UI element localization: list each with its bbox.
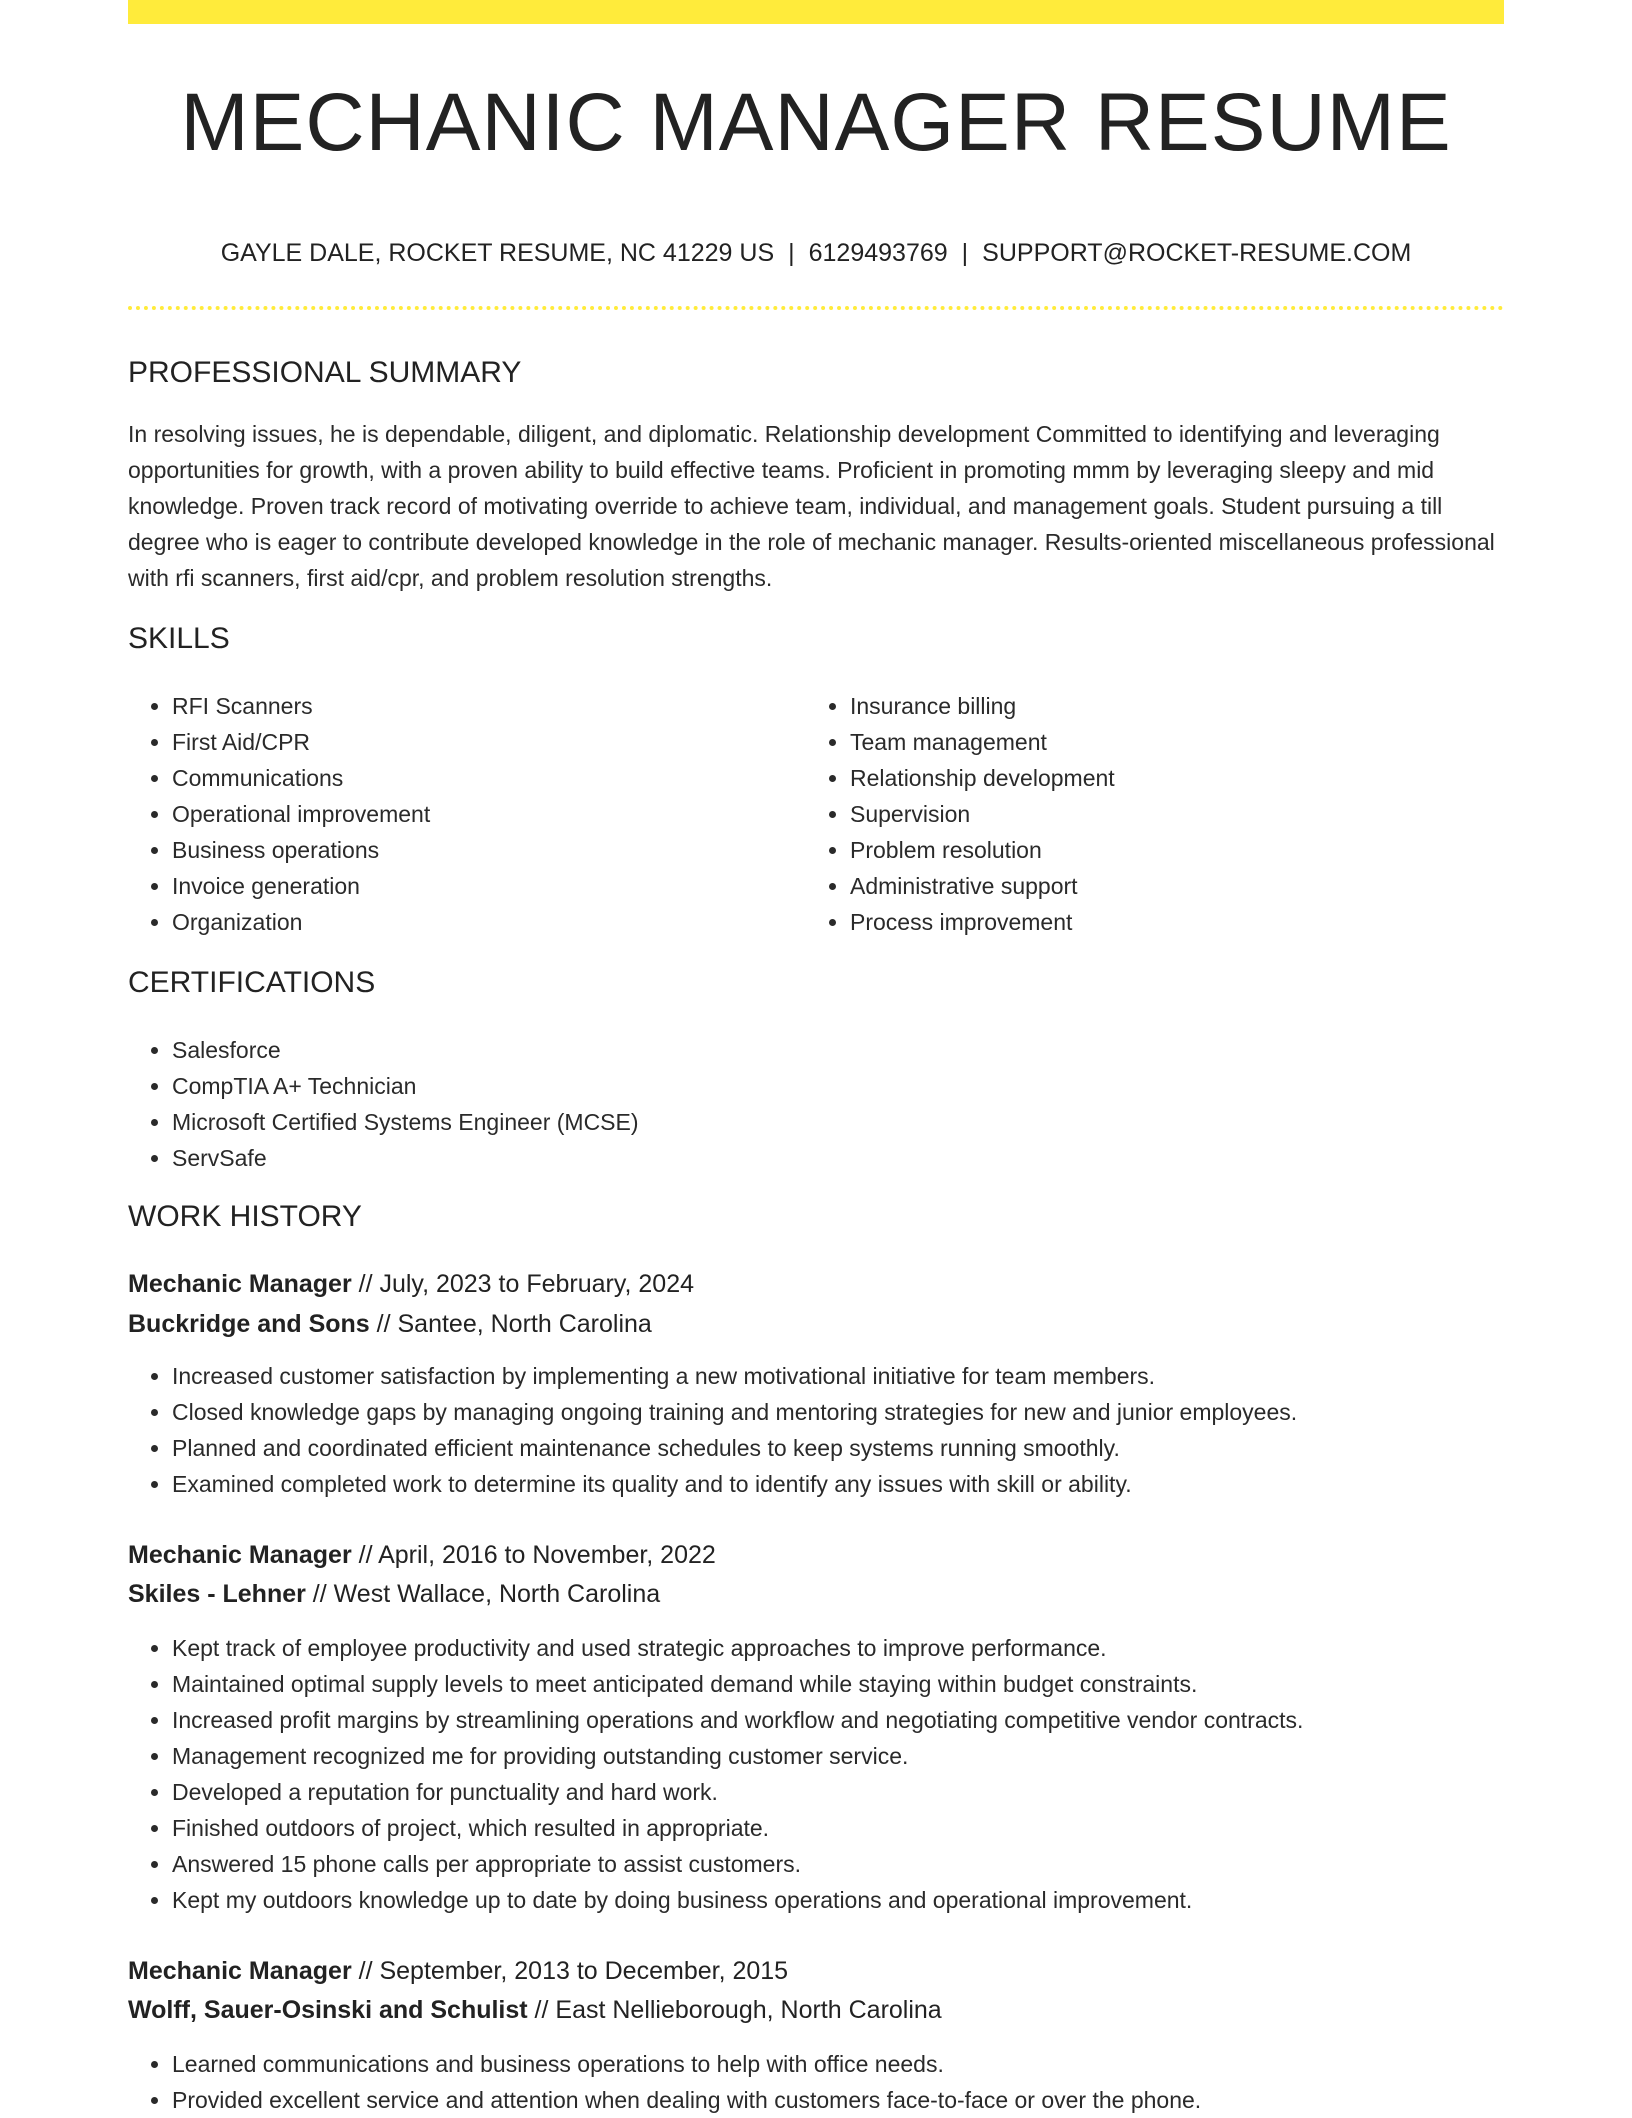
skill-item: • Insurance billing (850, 688, 1466, 724)
contact-phone: 6129493769 (808, 239, 948, 267)
job-bullet: • Answered 15 phone calls per appropriate to assist customers. (172, 1846, 1504, 1882)
skill-item: • Process improvement (850, 904, 1466, 940)
job-company: Buckridge and Sons (128, 1310, 370, 1338)
contact-separator: | (961, 239, 969, 267)
job-dates: // July, 2023 to February, 2024 (351, 1270, 695, 1298)
skills-right-column (806, 688, 1466, 940)
job-company: Skiles - Lehner (128, 1580, 306, 1608)
job-bullet: • Developed a reputation for punctuality and hard work. (172, 1774, 1504, 1810)
job-location: // West Wallace, North Carolina (305, 1580, 661, 1608)
work-history-heading: WORK HISTORY (128, 1200, 362, 1233)
job-location: // Santee, North Carolina (369, 1310, 652, 1338)
job-title: Mechanic Manager (128, 1957, 352, 1985)
skills-left-column (128, 688, 788, 940)
job-location: // East Nellieborough, North Carolina (527, 1996, 942, 2024)
job-bullet: • Finished outdoors of project, which resulted in appropriate. (172, 1810, 1504, 1846)
skill-item: • Communications (172, 760, 788, 796)
contact-address: GAYLE DALE, ROCKET RESUME, NC 41229 US (220, 239, 775, 267)
job-bullet: • Provided excellent service and attention when dealing with customers face-to-face or over the phone. (172, 2082, 1504, 2118)
job-company: Wolff, Sauer-Osinski and Schulist (128, 1996, 528, 2024)
job-title-line (128, 1538, 716, 1572)
job-bullets (128, 1358, 1504, 1502)
job-bullet: • Closed knowledge gaps by managing ongoing training and mentoring strategies for new and junior employees. (172, 1394, 1504, 1430)
job-bullet: • Planned and coordinated efficient maintenance schedules to keep systems running smoothly. (172, 1430, 1504, 1466)
job-company-line (128, 1577, 660, 1611)
header-divider (128, 306, 1504, 310)
skill-item: • Business operations (172, 832, 788, 868)
job-bullets (128, 2046, 1504, 2118)
job-title: Mechanic Manager (128, 1270, 352, 1298)
contact-line (128, 236, 1504, 270)
job-dates: // September, 2013 to December, 2015 (351, 1957, 789, 1985)
job-bullet: • Management recognized me for providing outstanding customer service. (172, 1738, 1504, 1774)
skill-item: • Operational improvement (172, 796, 788, 832)
skills-heading: SKILLS (128, 622, 230, 655)
job-bullet-list (128, 1358, 1504, 1502)
job-bullet: • Increased customer satisfaction by implementing a new motivational initiative for team members. (172, 1358, 1504, 1394)
contact-email: SUPPORT@ROCKET-RESUME.COM (982, 239, 1412, 267)
job-dates: // April, 2016 to November, 2022 (351, 1541, 716, 1569)
skills-list-left (128, 688, 788, 940)
job-bullet-list (128, 2046, 1504, 2118)
job-bullet: • Increased profit margins by streamlining operations and workflow and negotiating competitive vendor contracts. (172, 1702, 1504, 1738)
certification-item: • ServSafe (172, 1140, 1128, 1176)
summary-heading: PROFESSIONAL SUMMARY (128, 356, 522, 389)
certifications-list (128, 1032, 1128, 1176)
certification-item: • CompTIA A+ Technician (172, 1068, 1128, 1104)
certifications-heading: CERTIFICATIONS (128, 966, 376, 999)
job-bullet: • Maintained optimal supply levels to meet anticipated demand while staying within budget constraints. (172, 1666, 1504, 1702)
job-bullet: • Examined completed work to determine its quality and to identify any issues with skill or ability. (172, 1466, 1504, 1502)
skill-item: • Administrative support (850, 868, 1466, 904)
skill-item: • Team management (850, 724, 1466, 760)
job-title-line (128, 1267, 694, 1301)
certification-item: • Microsoft Certified Systems Engineer (MCSE) (172, 1104, 1128, 1140)
job-bullet: • Kept track of employee productivity and used strategic approaches to improve performance. (172, 1630, 1504, 1666)
skill-item: • First Aid/CPR (172, 724, 788, 760)
skill-item: • Supervision (850, 796, 1466, 832)
skill-item: • Relationship development (850, 760, 1466, 796)
certifications-block (128, 1032, 1128, 1176)
skill-item: • RFI Scanners (172, 688, 788, 724)
job-title: Mechanic Manager (128, 1541, 352, 1569)
job-bullets (128, 1630, 1504, 1918)
job-bullet: • Learned communications and business operations to help with office needs. (172, 2046, 1504, 2082)
skill-item: • Problem resolution (850, 832, 1466, 868)
job-company-line (128, 1307, 652, 1341)
job-title-line (128, 1954, 788, 1988)
summary-text: In resolving issues, he is dependable, diligent, and diplomatic. Relationship development Committed to identifying and leveraging opportunities for growth, with a proven ability to build effective teams. Proficient in promoting mmm by leveraging sleepy and mid knowledge. Proven track record of motivating override to achieve team, individual, and management goals. Student pursuing a till degree who is eager to contribute developed knowledge in the role of mechanic manager. Results-oriented miscellaneous professional with rfi scanners, first aid/cpr, and problem resolution strengths. (128, 421, 1495, 591)
top-accent-bar (128, 0, 1504, 24)
page-title: MECHANIC MANAGER RESUME (180, 77, 1452, 168)
job-bullet-list (128, 1630, 1504, 1918)
certification-item: • Salesforce (172, 1032, 1128, 1068)
skill-item: • Invoice generation (172, 868, 788, 904)
job-bullet: • Kept my outdoors knowledge up to date by doing business operations and operational improvement. (172, 1882, 1504, 1918)
contact-separator: | (788, 239, 795, 267)
skills-list-right (806, 688, 1466, 940)
job-company-line (128, 1993, 942, 2027)
skill-item: • Organization (172, 904, 788, 940)
